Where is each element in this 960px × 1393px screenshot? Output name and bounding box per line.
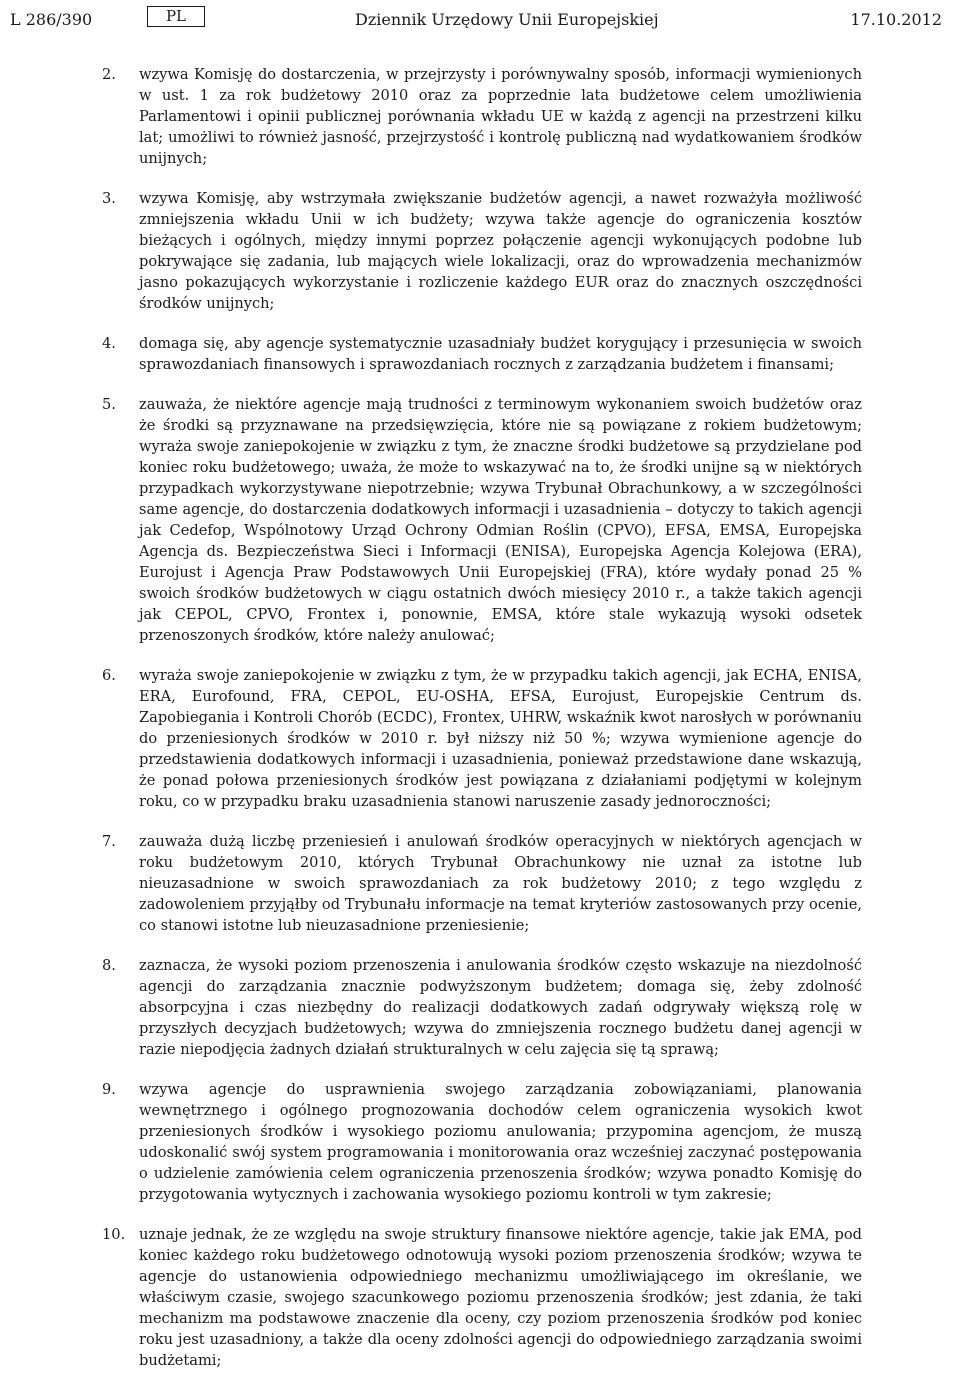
item-text: wyraża swoje zaniepokojenie w związku z tym, że w przypadku takich agencji, jak ECHA, ENISA, ERA, Eurofound, FRA, CEPOL, EU-OSHA, EFSA, Eurojust, Europejskie Centrum ds. Zapobiegania i Kontroli Chorób (ECDC), Frontex, UHRW, wskaźnik kwot narosłych w porównaniu do przeniesionych środków w 2010 r. był niższy niż 50 %; wzywa wymienione agencje do przedstawienia dodatkowych informacji i uzasadnienia, ponieważ przedstawione dane wskazują, że ponad połowa przeniesionych środków jest powiązana z działaniami podjętymi w kolejnym roku, co w przypadku braku uzasadnienia stanowi naruszenie zasady jednoroczności; (139, 667, 862, 810)
item-number: 9. (102, 1081, 116, 1098)
list-item (102, 1224, 862, 1371)
list-item (102, 1079, 862, 1205)
item-text: zauważa dużą liczbę przeniesień i anulowań środków operacyjnych w niektórych agencjach w roku budżetowym 2010, których Trybunał Obrachunkowy nie uznał za istotne lub nieuzasadnione w swoich sprawozdaniach za rok budżetowy 2010; z tego względu z zadowoleniem przyjąłby od Trybunału informacje na temat kryteriów zastosowanych przy ocenie, co stanowi istotne lub nieuzasadnione przeniesienie; (139, 833, 862, 934)
document-body (102, 64, 862, 1371)
list-item (102, 394, 862, 646)
item-number: 5. (102, 396, 116, 413)
list-item (102, 64, 862, 169)
item-text: zaznacza, że wysoki poziom przenoszenia i anulowania środków często wskazuje na niezdolność agencji do zarządzania znacznie podwyższonym budżetem; domaga się, żeby zdolność absorpcyjna i czas niezbędny do realizacji dodatkowych zadań odgrywały większą rolę w przyszłych decyzjach budżetowych; wzywa do zmniejszenia rocznego budżetu danej agencji w razie niepodjęcia żadnych działań strukturalnych w celu zajęcia się tą sprawą; (139, 957, 862, 1058)
item-text: zauważa, że niektóre agencje mają trudności z terminowym wykonaniem swoich budżetów oraz że środki są przyznawane na przedsięwzięcia, które nie są powiązane z rokiem budżetowym; wyraża swoje zaniepokojenie w związku z tym, że znaczne środki budżetowe są przydzielane pod koniec roku budżetowego; uważa, że może to wskazywać na to, że środki unijne są w niektórych przypadkach wykorzystywane niepotrzebnie; wzywa Trybunał Obrachunkowy, a w szczególności same agencje, do dostarczenia dodatkowych informacji i uzasadnienia – dotyczy to takich agencji jak Cedefop, Wspólnotowy Urząd Ochrony Odmian Roślin (CPVO), EFSA, EMSA, Europejska Agencja ds. Bezpieczeństwa Sieci i Informacji (ENISA), Europejska Agencja Kolejowa (ERA), Eurojust i Agencja Praw Podstawowych Unii Europejskiej (FRA), które wydały ponad 25 % swoich środków budżetowych w ciągu ostatnich dwóch miesięcy 2010 r., a także takich agencji jak CEPOL, CPVO, Frontex i, ponownie, EMSA, które stale wykazują wysoki odsetek przenoszonych środków, które należy anulować; (139, 396, 862, 644)
item-number: 6. (102, 667, 116, 684)
item-number: 3. (102, 190, 116, 207)
item-text: wzywa Komisję do dostarczenia, w przejrzysty i porównywalny sposób, informacji wymienionych w ust. 1 za rok budżetowy 2010 oraz za poprzednie lata budżetowe celem umożliwienia Parlamentowi i opinii publicznej porównania wkładu UE w każdą z agencji na przestrzeni kilku lat; umożliwi to również jasność, przejrzystość i kontrolę publiczną nad wydatkowaniem środków unijnych; (139, 66, 862, 167)
item-number: 10. (102, 1226, 126, 1243)
item-number: 4. (102, 335, 116, 352)
item-text: wzywa agencje do usprawnienia swojego zarządzania zobowiązaniami, planowania wewnętrznego i ogólnego prognozowania dochodów celem ograniczenia wysokich kwot przeniesionych środków i wysokiego poziomu anulowania; przypomina agencjom, że muszą udoskonalić swój system programowania i monitorowania oraz wcześniej zaczynać postępowania o udzielenie zamówienia celem ograniczenia przenoszenia środków; wzywa ponadto Komisję do przygotowania wytycznych i zachowania wysokiego poziomu kontroli w tym zakresie; (139, 1081, 862, 1203)
page-reference: L 286/390 (10, 10, 93, 29)
page-header (10, 6, 950, 34)
language-badge: PL (147, 6, 205, 27)
list-item (102, 333, 862, 375)
journal-title: Dziennik Urzędowy Unii Europejskiej (355, 10, 659, 29)
item-text: uznaje jednak, że ze względu na swoje struktury finansowe niektóre agencje, takie jak EMA, pod koniec każdego roku budżetowego odnotowują wysoki poziom przenoszenia środków; wzywa te agencje do ustanowienia odpowiedniego mechanizmu umożliwiającego im określanie, we właściwym czasie, swojego szacunkowego poziomu przenoszenia środków; jest zdania, że taki mechanizm ma podstawowe znaczenie dla oceny, czy poziom przenoszenia środków pod koniec roku jest uzasadniony, a także dla oceny zdolności agencji do odpowiedniego zarządzania swoimi budżetami; (139, 1226, 862, 1369)
list-item (102, 188, 862, 314)
item-text: wzywa Komisję, aby wstrzymała zwiększanie budżetów agencji, a nawet rozważyła możliwość zmniejszenia wkładu Unii w ich budżety; wzywa także agencje do ograniczenia kosztów bieżących i ogólnych, między innymi poprzez połączenie agencji wykonujących podobne lub pokrywające się zadania, lub mających wiele lokalizacji, oraz do wprowadzenia mechanizmów jasno pokazujących wykorzystanie i rozliczenie każdego EUR oraz do znacznych oszczędności środków unijnych; (139, 190, 862, 312)
publication-date: 17.10.2012 (850, 10, 942, 29)
list-item (102, 665, 862, 812)
item-number: 8. (102, 957, 116, 974)
list-item (102, 831, 862, 936)
item-text: domaga się, aby agencje systematycznie uzasadniały budżet korygujący i przesunięcia w swoich sprawozdaniach finansowych i sprawozdaniach rocznych z zarządzania budżetem i finansami; (139, 335, 862, 373)
item-number: 7. (102, 833, 116, 850)
list-item (102, 955, 862, 1060)
item-number: 2. (102, 66, 116, 83)
